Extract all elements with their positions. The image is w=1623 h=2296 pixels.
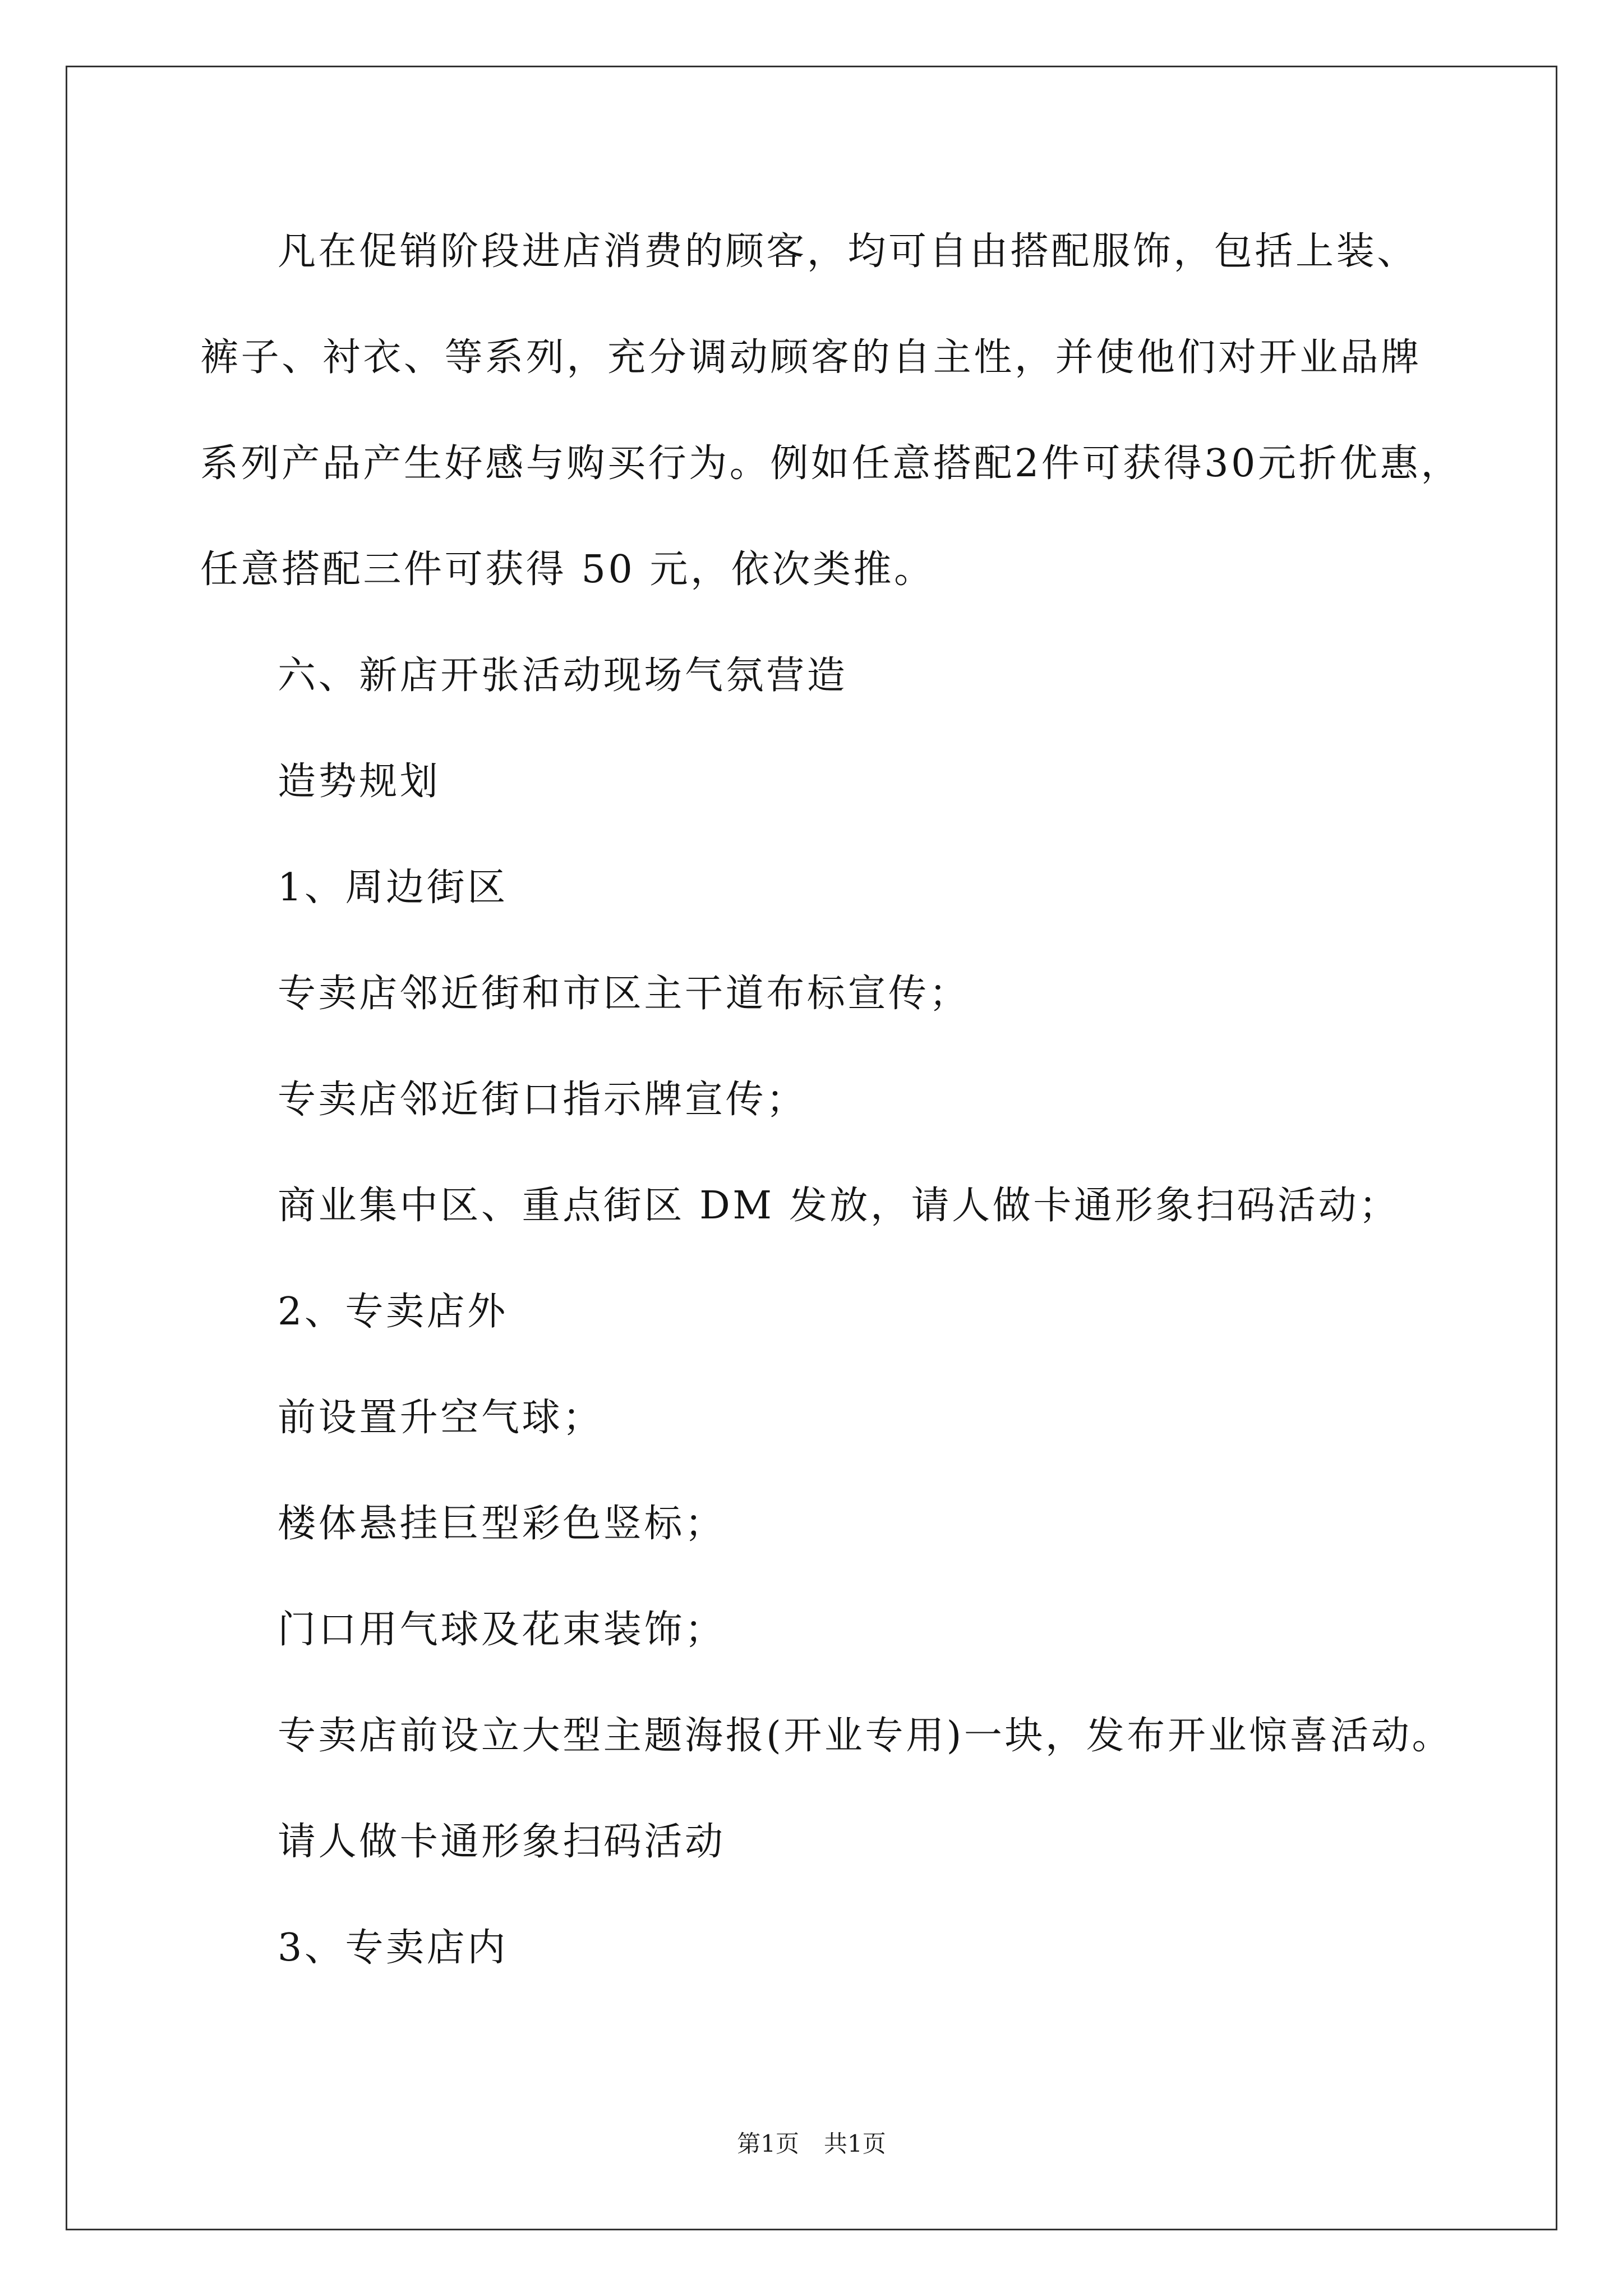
section-heading: 六、新店开张活动现场气氛营造 xyxy=(278,654,848,698)
list-item: 专卖店邻近街口指示牌宣传； xyxy=(278,1078,807,1122)
list-item: 前设置升空气球； xyxy=(278,1396,603,1440)
promo-paragraph-line: 系列产品产生好感与购买行为。例如任意搭配2件可获得30元折优惠， xyxy=(200,441,1461,486)
list-item: 请人做卡通形象扫码活动 xyxy=(278,1820,726,1864)
document-body xyxy=(200,199,1535,2001)
list-item: 专卖店邻近街和市区主干道布标宣传； xyxy=(278,972,970,1016)
list-item: 商业集中区、重点街区 DM 发放，请人做卡通形象扫码活动； xyxy=(278,1184,1400,1228)
list-item: 专卖店前设立大型主题海报(开业专用)一块，发布开业惊喜活动。 xyxy=(278,1714,1453,1758)
promo-paragraph-line: 裤子、衬衣、等系列，充分调动顾客的自主性，并使他们对开业品牌 xyxy=(200,335,1422,380)
list-item: 门口用气球及花束装饰； xyxy=(278,1608,726,1652)
list-heading-outside-store: 2、专卖店外 xyxy=(278,1290,508,1334)
list-heading-inside-store: 3、专卖店内 xyxy=(278,1926,508,1970)
page-footer xyxy=(0,2129,1623,2159)
page-number: 第1页 xyxy=(737,2130,799,2157)
list-heading-nearby-streets: 1、周边街区 xyxy=(278,866,508,910)
subheading: 造势规划 xyxy=(278,760,441,804)
list-item: 楼体悬挂巨型彩色竖标； xyxy=(278,1502,726,1546)
promo-paragraph-line: 任意搭配三件可获得 50 元，依次类推。 xyxy=(200,547,935,592)
page-total: 共1页 xyxy=(824,2130,886,2157)
promo-paragraph-line: 凡在促销阶段进店消费的顾客，均可自由搭配服饰，包括上装、 xyxy=(278,229,1418,274)
